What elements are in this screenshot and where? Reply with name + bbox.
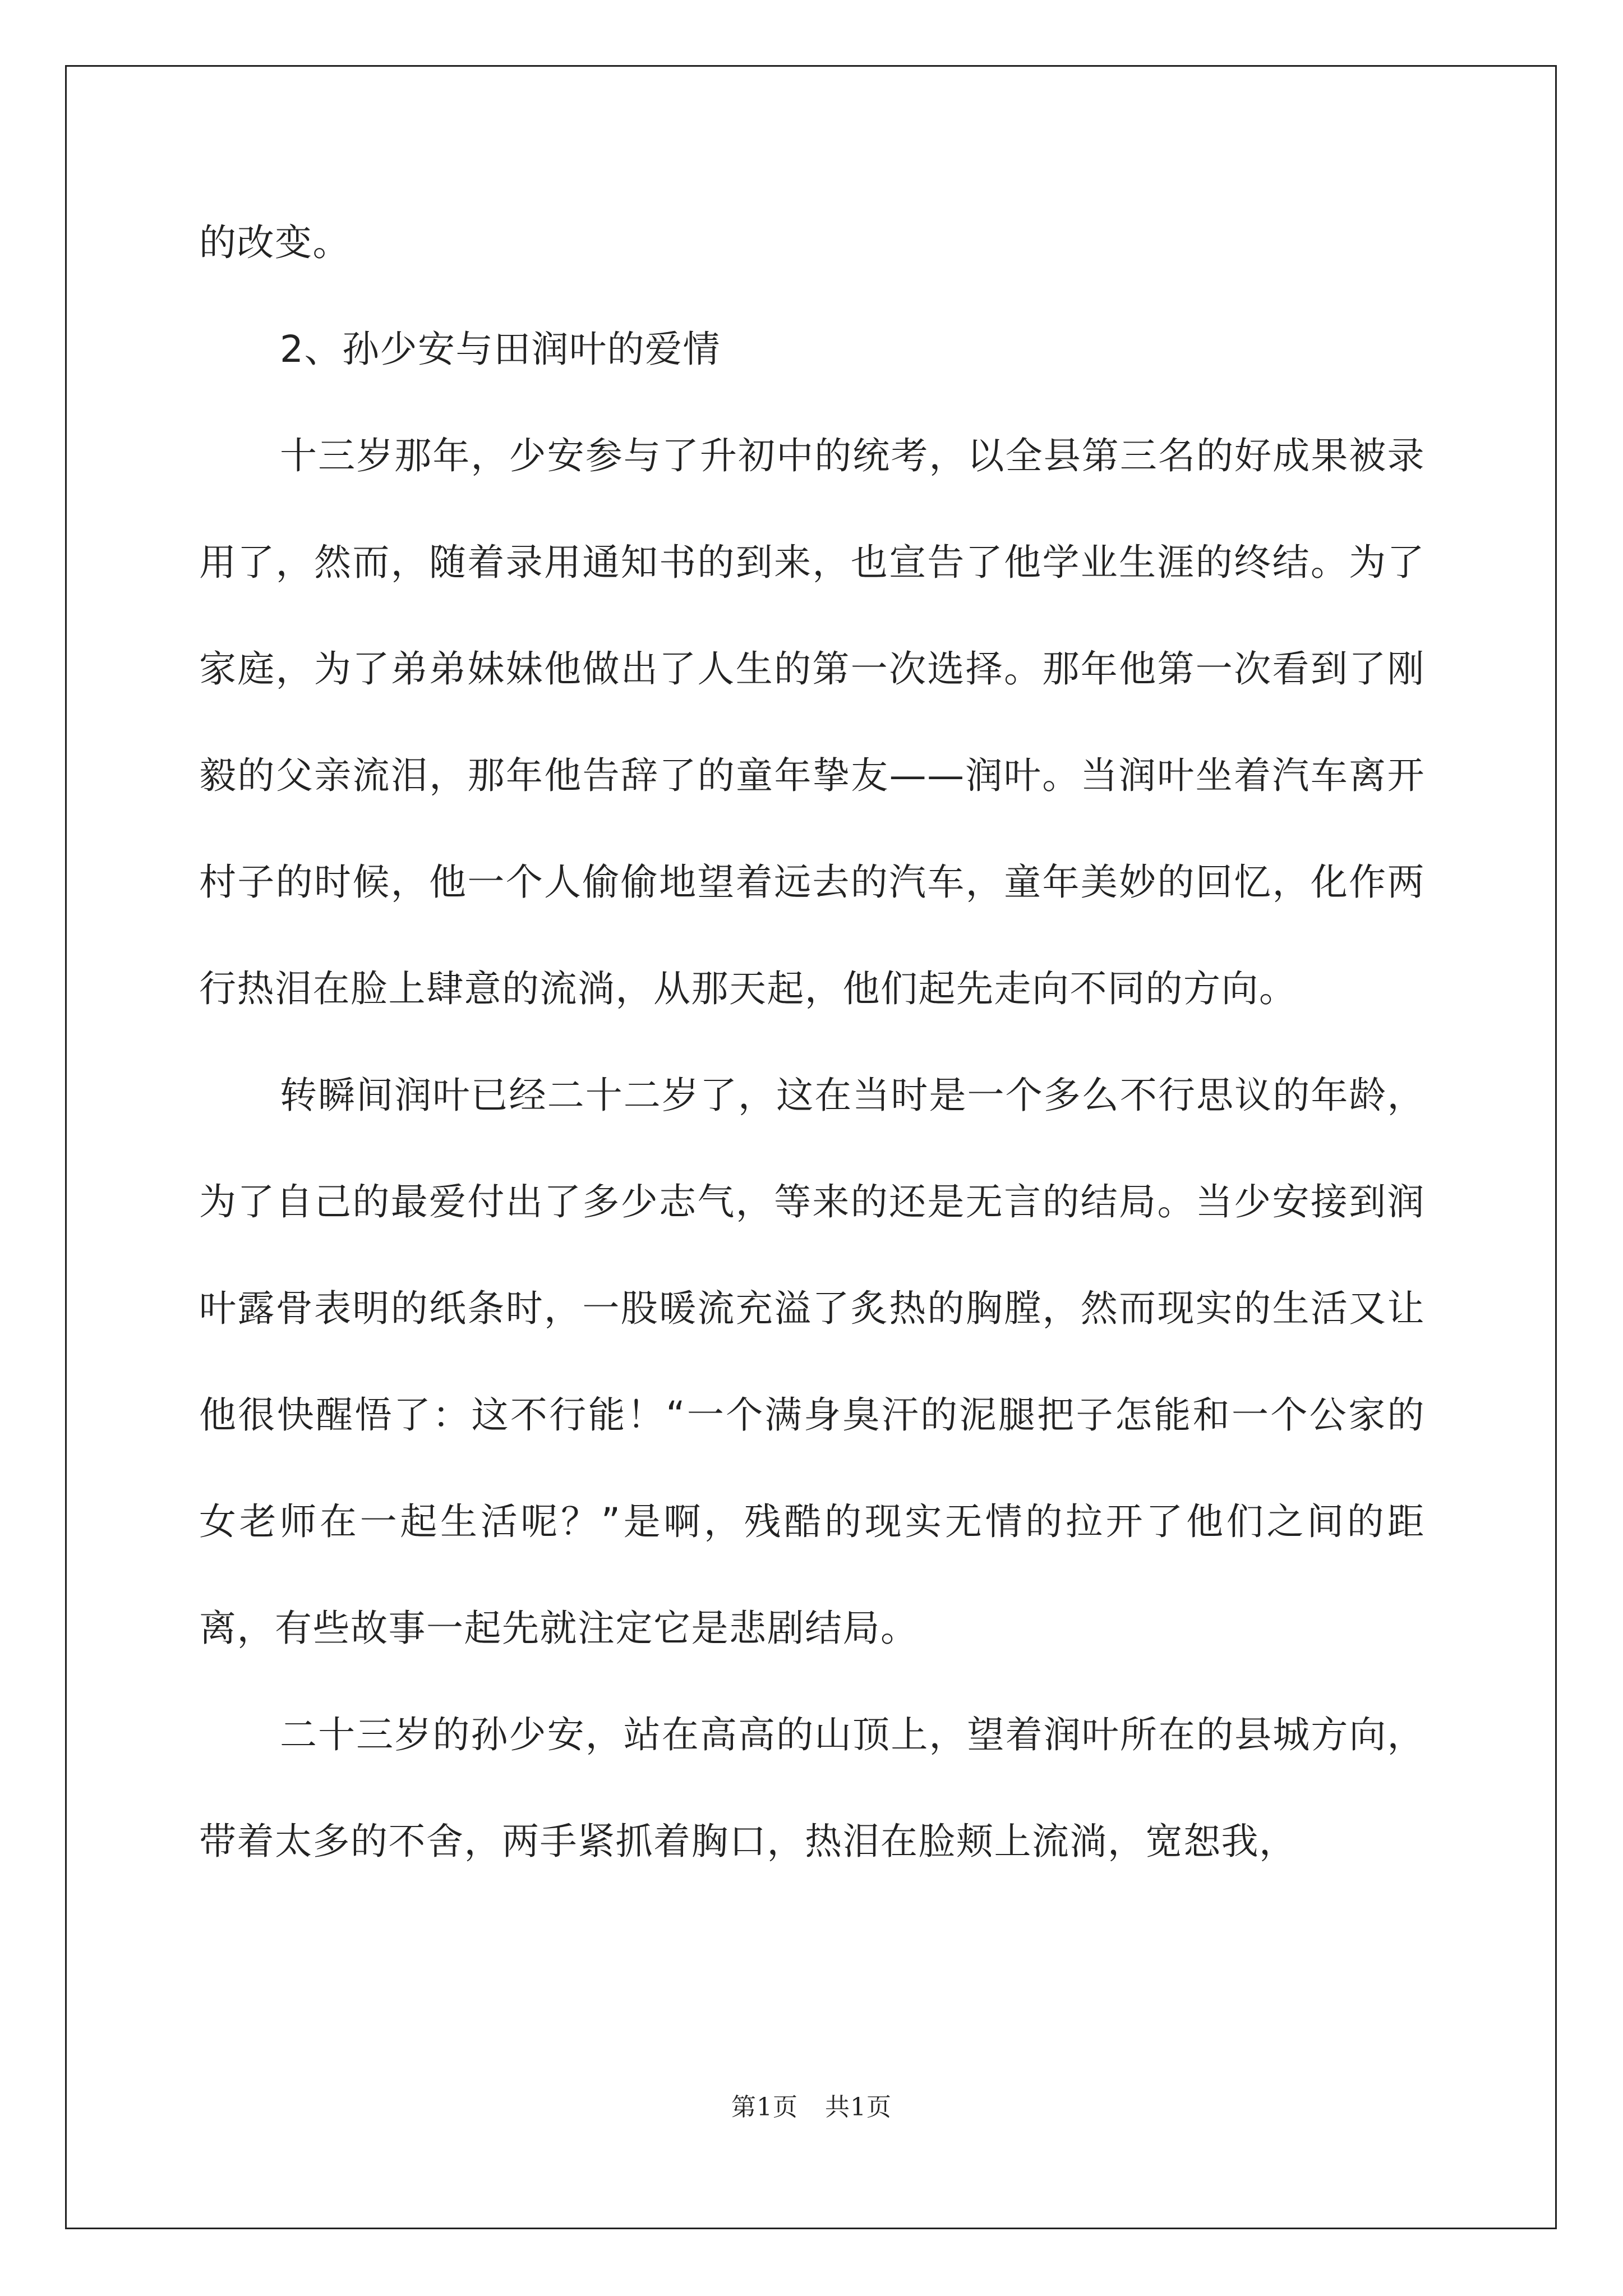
- page-footer: [0, 2087, 1623, 2123]
- section-heading: 2、孙少安与田润叶的爱情: [280, 328, 721, 371]
- document-body: [199, 190, 1425, 1895]
- page-number-current: 第1页: [731, 2093, 798, 2122]
- paragraph-3: 十三岁那年，少安参与了升初中的统考，以全县第三名的好成果被录用了，然而，随着录用通知书的到来，也宣告了他学业生涯的终结。为了家庭，为了弟弟妹妹他做出了人生的第一次选择。那年他第一次看到了刚毅的父亲流泪，那年他告辞了的童年挚友——润叶。当润叶坐着汽车离开村子的时候，他一个人偷偷地望着远去的汽车，童年美妙的回忆，化作两行热泪在脸上肆意的流淌，从那天起，他们起先走向不同的方向。: [199, 434, 1425, 1010]
- paragraph-1: 的改变。: [199, 221, 351, 264]
- paragraph-5: 二十三岁的孙少安，站在高高的山顶上，望着润叶所在的县城方向，带着太多的不舍，两手紧抓着胸口，热泪在脸颊上流淌，宽恕我，: [199, 1713, 1425, 1863]
- paragraph-4: 转瞬间润叶已经二十二岁了，这在当时是一个多么不行思议的年龄，为了自己的最爱付出了多少志气，等来的还是无言的结局。当少安接到润叶露骨表明的纸条时，一股暖流充溢了炙热的胸膛，然而现实的生活又让他很快醒悟了：这不行能！“一个满身臭汗的泥腿把子怎能和一个公家的女老师在一起生活呢？”是啊，残酷的现实无情的拉开了他们之间的距离，有些故事一起先就注定它是悲剧结局。: [199, 1074, 1425, 1650]
- page-number-total: 共1页: [825, 2093, 892, 2122]
